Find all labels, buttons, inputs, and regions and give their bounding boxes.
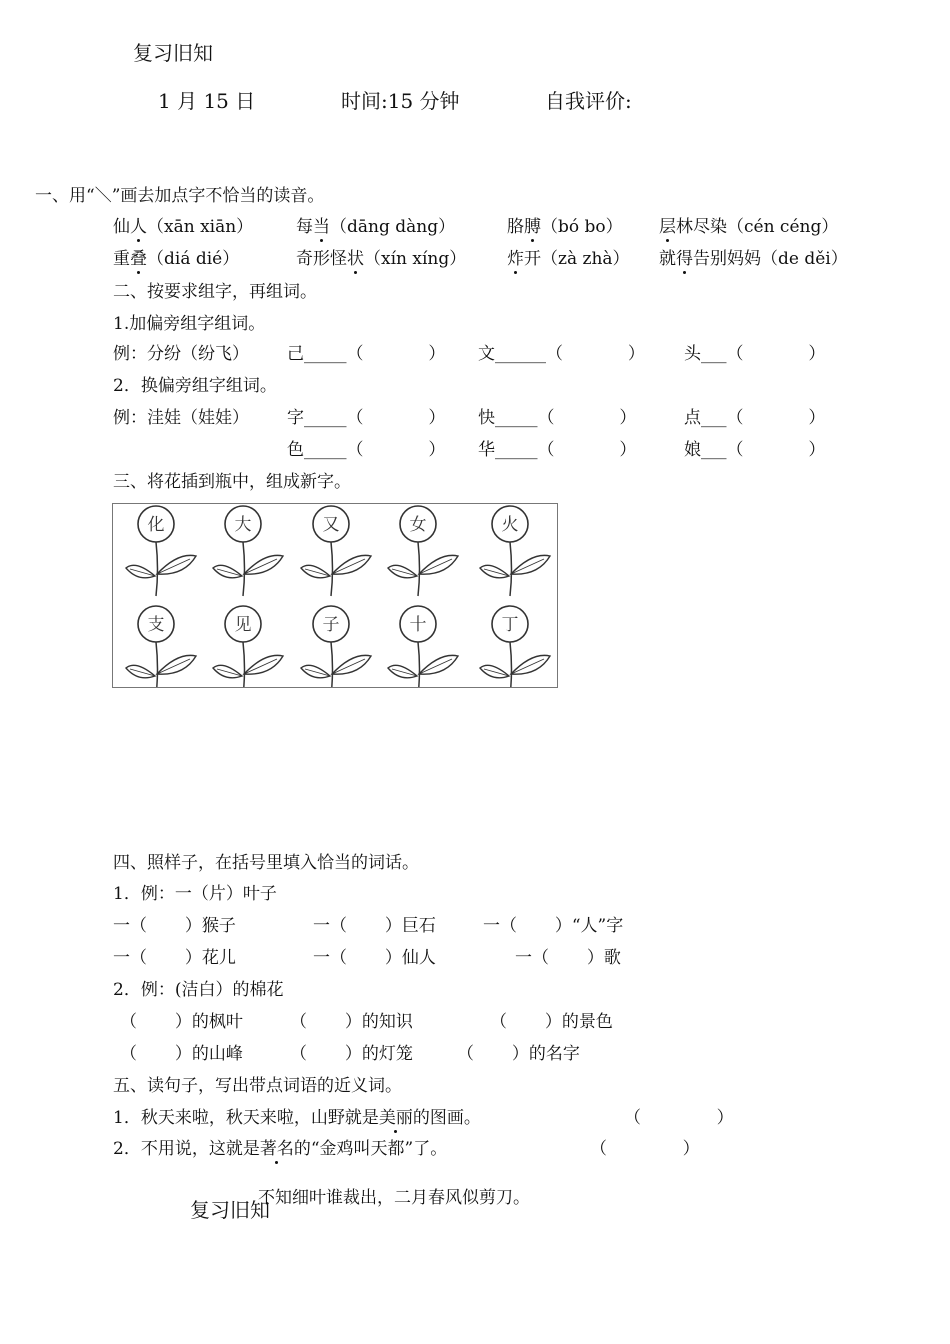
pinyin-item: 就得告别妈妈（de děi） — [659, 249, 848, 269]
self-eval-label: 自我评价: — [545, 89, 632, 113]
blank-item: （ ）的灯笼 — [290, 1044, 413, 1064]
section4-title: 四、照样子，在括号里填入恰当的词话。 — [113, 853, 419, 873]
page-title: 复习旧知 — [133, 41, 213, 65]
blank-item: 己_____（ ） — [287, 344, 446, 364]
flower-character: 见 — [234, 615, 252, 635]
flower-character: 火 — [501, 515, 519, 535]
flower-stem — [156, 542, 158, 596]
section1-title: 一、用“＼”画去加点字不恰当的读音。 — [35, 186, 325, 206]
flower-stem — [418, 542, 420, 596]
flower-character: 化 — [147, 515, 165, 535]
flower-stem — [510, 642, 512, 687]
flower-stem — [331, 642, 333, 687]
flowers-drawing — [113, 504, 557, 687]
blank-item: 一（ ）猴子 — [113, 916, 236, 936]
time-label: 时间:15 分钟 — [341, 89, 460, 113]
flower — [213, 506, 283, 596]
flower-character: 大 — [234, 515, 252, 535]
blank-item: 一（ ）仙人 — [313, 948, 436, 968]
flower — [301, 606, 371, 687]
example-item: 例：分纷（纷飞） — [113, 344, 249, 364]
blank-item: 字_____（ ） — [287, 408, 446, 428]
flower-stem — [243, 542, 245, 596]
flower-character: 十 — [409, 615, 427, 635]
blank-item: 一（ ）花儿 — [113, 948, 236, 968]
pinyin-item: 每当（dāng dàng） — [296, 217, 456, 237]
blank-item: 头___（ ） — [684, 344, 826, 364]
pinyin-item: 层林尽染（cén céng） — [659, 217, 839, 237]
flower-stem — [156, 642, 158, 687]
sentence-1: 1．秋天来啦，秋天来啦，山野就是美丽的图画。 — [113, 1108, 481, 1128]
flower-stem — [510, 542, 512, 596]
blank-item: 快_____（ ） — [478, 408, 637, 428]
section2-sub2: 2．换偏旁组字组词。 — [113, 376, 277, 396]
pinyin-item: 仙人（xān xiān） — [113, 217, 254, 237]
flower — [388, 506, 458, 596]
blank-item: （ ）的知识 — [290, 1012, 413, 1032]
footer-title: 复习旧知 — [190, 1198, 270, 1222]
blank-item: 点___（ ） — [684, 408, 826, 428]
example-item: 1．例：一（片）叶子 — [113, 884, 277, 904]
answer-blank: （ ） — [590, 1139, 700, 1159]
blank-item: （ ）的名字 — [457, 1044, 580, 1064]
flower-picture — [112, 503, 558, 688]
pinyin-item: 奇形怪状（xín xíng） — [296, 249, 467, 269]
blank-item: （ ）的山峰 — [120, 1044, 243, 1064]
pinyin-item: 重叠（diá dié） — [113, 249, 240, 269]
flower-character: 子 — [322, 615, 340, 635]
example-item: 2．例：(洁白）的棉花 — [113, 980, 284, 1000]
section3-title: 三、将花插到瓶中，组成新字。 — [113, 472, 351, 492]
flower-stem — [243, 642, 245, 687]
blank-item: 一（ ）巨石 — [313, 916, 436, 936]
section5-title: 五、读句子，写出带点词语的近义词。 — [113, 1076, 402, 1096]
flower-character: 支 — [147, 615, 165, 635]
flower — [126, 606, 196, 687]
example-item: 例：洼娃（娃娃） — [113, 408, 249, 428]
flower — [213, 606, 283, 687]
blank-item: 一（ ）“人”字 — [483, 916, 624, 936]
blank-item: 华_____（ ） — [478, 440, 637, 460]
flower — [480, 506, 550, 596]
sentence-2: 2．不用说，这就是著名的“金鸡叫天都”了。 — [113, 1139, 448, 1159]
blank-item: 色_____（ ） — [287, 440, 446, 460]
section2-sub1: 1.加偏旁组字组词。 — [113, 314, 266, 334]
answer-blank: （ ） — [624, 1108, 734, 1128]
flower-stem — [418, 642, 420, 687]
pinyin-item: 胳膊（bó bo） — [507, 217, 623, 237]
flower-character: 女 — [409, 515, 427, 535]
date-label: 1 月 15 日 — [158, 89, 256, 113]
flower-stem — [331, 542, 333, 596]
pinyin-item: 炸开（zà zhà） — [507, 249, 630, 269]
flower-character: 又 — [322, 515, 340, 535]
blank-item: （ ）的景色 — [490, 1012, 613, 1032]
flower — [480, 606, 550, 687]
blank-item: （ ）的枫叶 — [120, 1012, 243, 1032]
flower — [301, 506, 371, 596]
section2-title: 二、按要求组字，再组词。 — [113, 282, 317, 302]
flower — [126, 506, 196, 596]
flower-character: 丁 — [501, 615, 519, 635]
poem-line: 不知细叶谁裁出，二月春风似剪刀。 — [258, 1188, 530, 1208]
flower — [388, 606, 458, 687]
blank-item: 娘___（ ） — [684, 440, 826, 460]
blank-item: 文______（ ） — [478, 344, 645, 364]
blank-item: 一（ ）歌 — [515, 948, 621, 968]
